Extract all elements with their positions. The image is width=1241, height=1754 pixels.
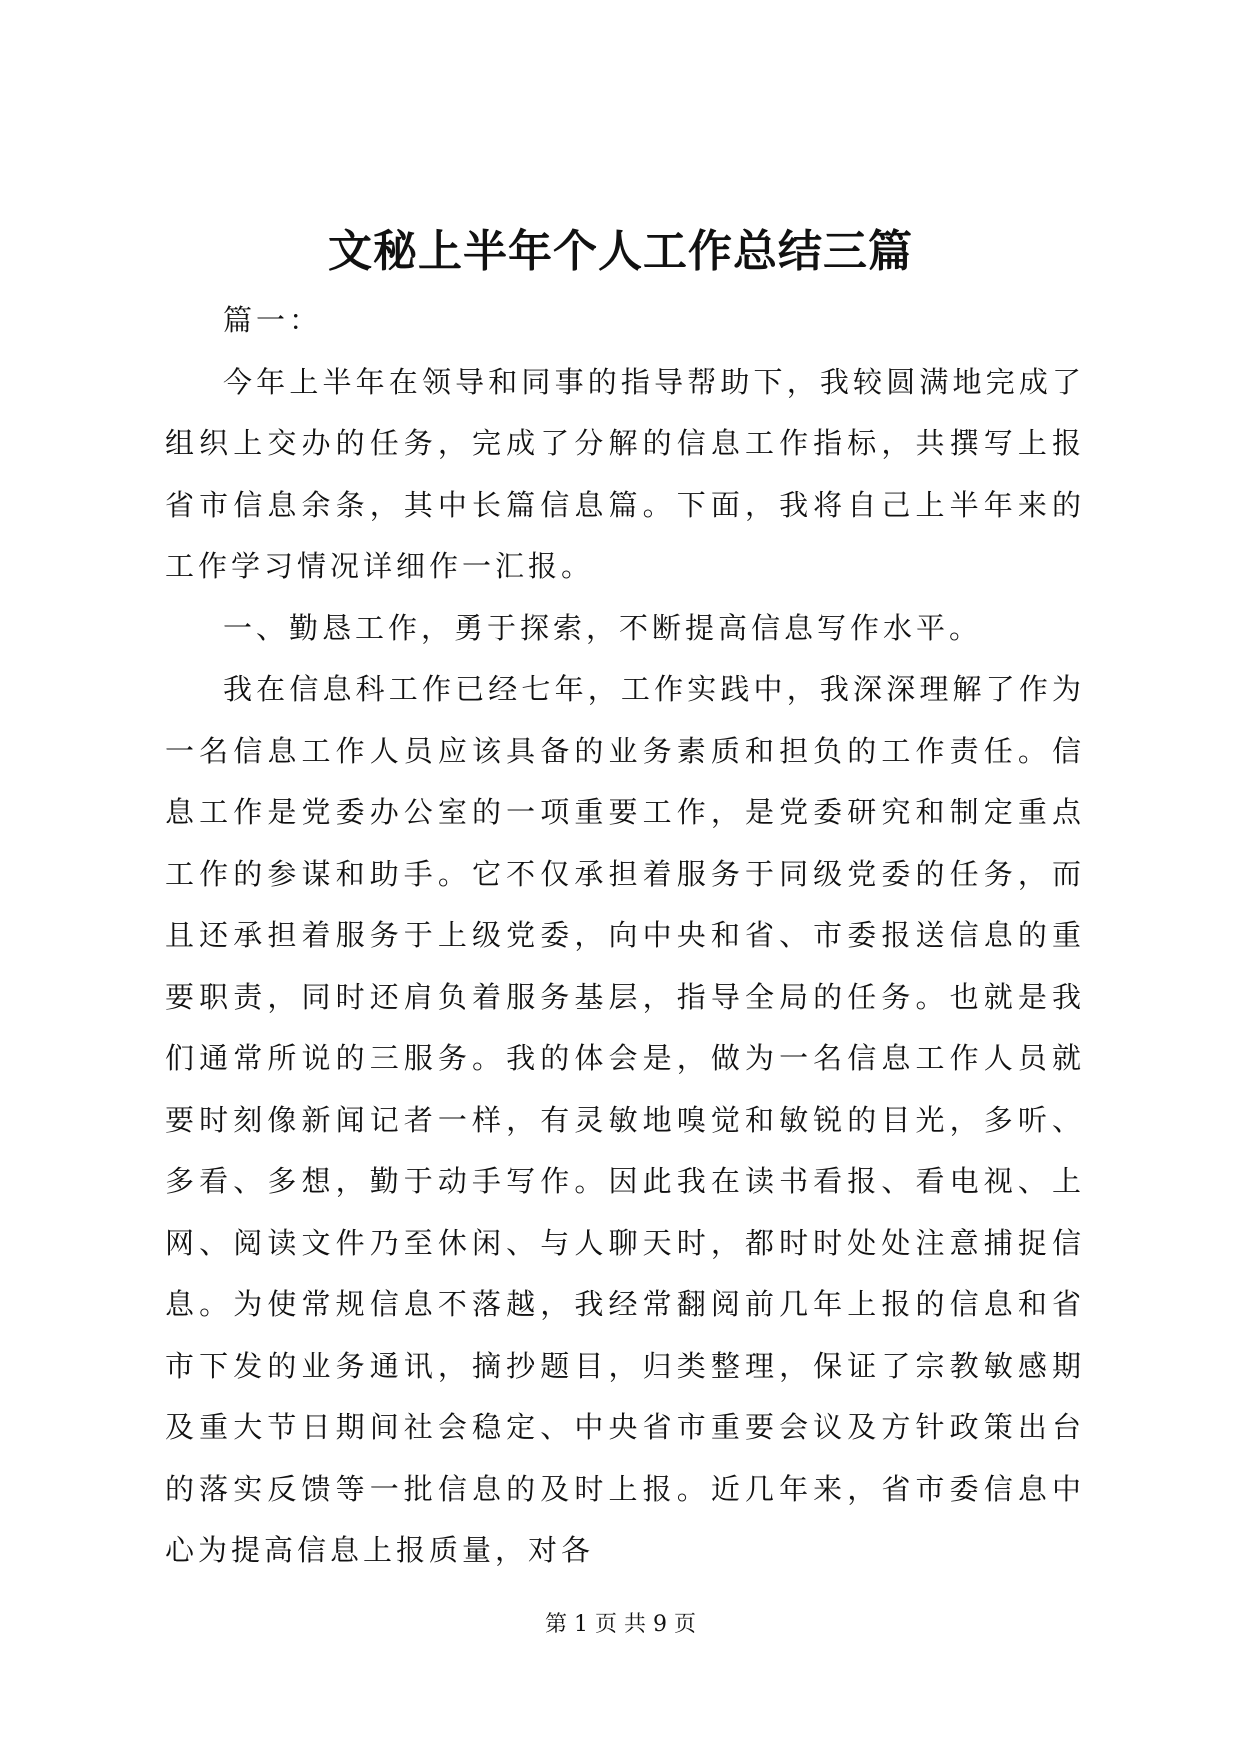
- document-title: 文秘上半年个人工作总结三篇: [328, 226, 913, 277]
- body-paragraph: 我在信息科工作已经七年，工作实践中，我深深理解了作为一名信息工作人员应该具备的业务素质和担负的工作责任。信息工作是党委办公室的一项重要工作，是党委研究和制定重点工作的参谋和助手。它不仅承担着服务于同级党委的任务，而且还承担着服务于上级党委，向中央和省、市委报送信息的重要职责，同时还肩负着服务基层，指导全局的任务。也就是我们通常所说的三服务。我的体会是，做为一名信息工作人员就要时刻像新闻记者一样，有灵敏地嗅觉和敏锐的目光，多听、多看、多想，勤于动手写作。因此我在读书看报、看电视、上网、阅读文件乃至休闲、与人聊天时，都时时处处注意捕捉信息。为使常规信息不落越，我经常翻阅前几年上报的信息和省市下发的业务通讯，摘抄题目，归类整理，保证了宗教敏感期及重大节日期间社会稳定、中央省市重要会议及方针政策出台的落实反馈等一批信息的及时上报。近几年来，省市委信息中心为提高信息上报质量，对各: [165, 672, 1085, 1567]
- body-paragraph: 今年上半年在领导和同事的指导帮助下，我较圆满地完成了组织上交办的任务，完成了分解的信息工作指标，共撰写上报省市信息余条，其中长篇信息篇。下面，我将自己上半年来的工作学习情况详细作一汇报。: [165, 364, 1085, 583]
- page-footer: 第 1 页 共 9 页: [545, 1612, 696, 1637]
- subsection-heading: 一、勤恳工作，勇于探索，不断提高信息写作水平。: [223, 610, 983, 645]
- document-body: [165, 290, 1085, 1582]
- section-heading: 篇一：: [223, 303, 323, 337]
